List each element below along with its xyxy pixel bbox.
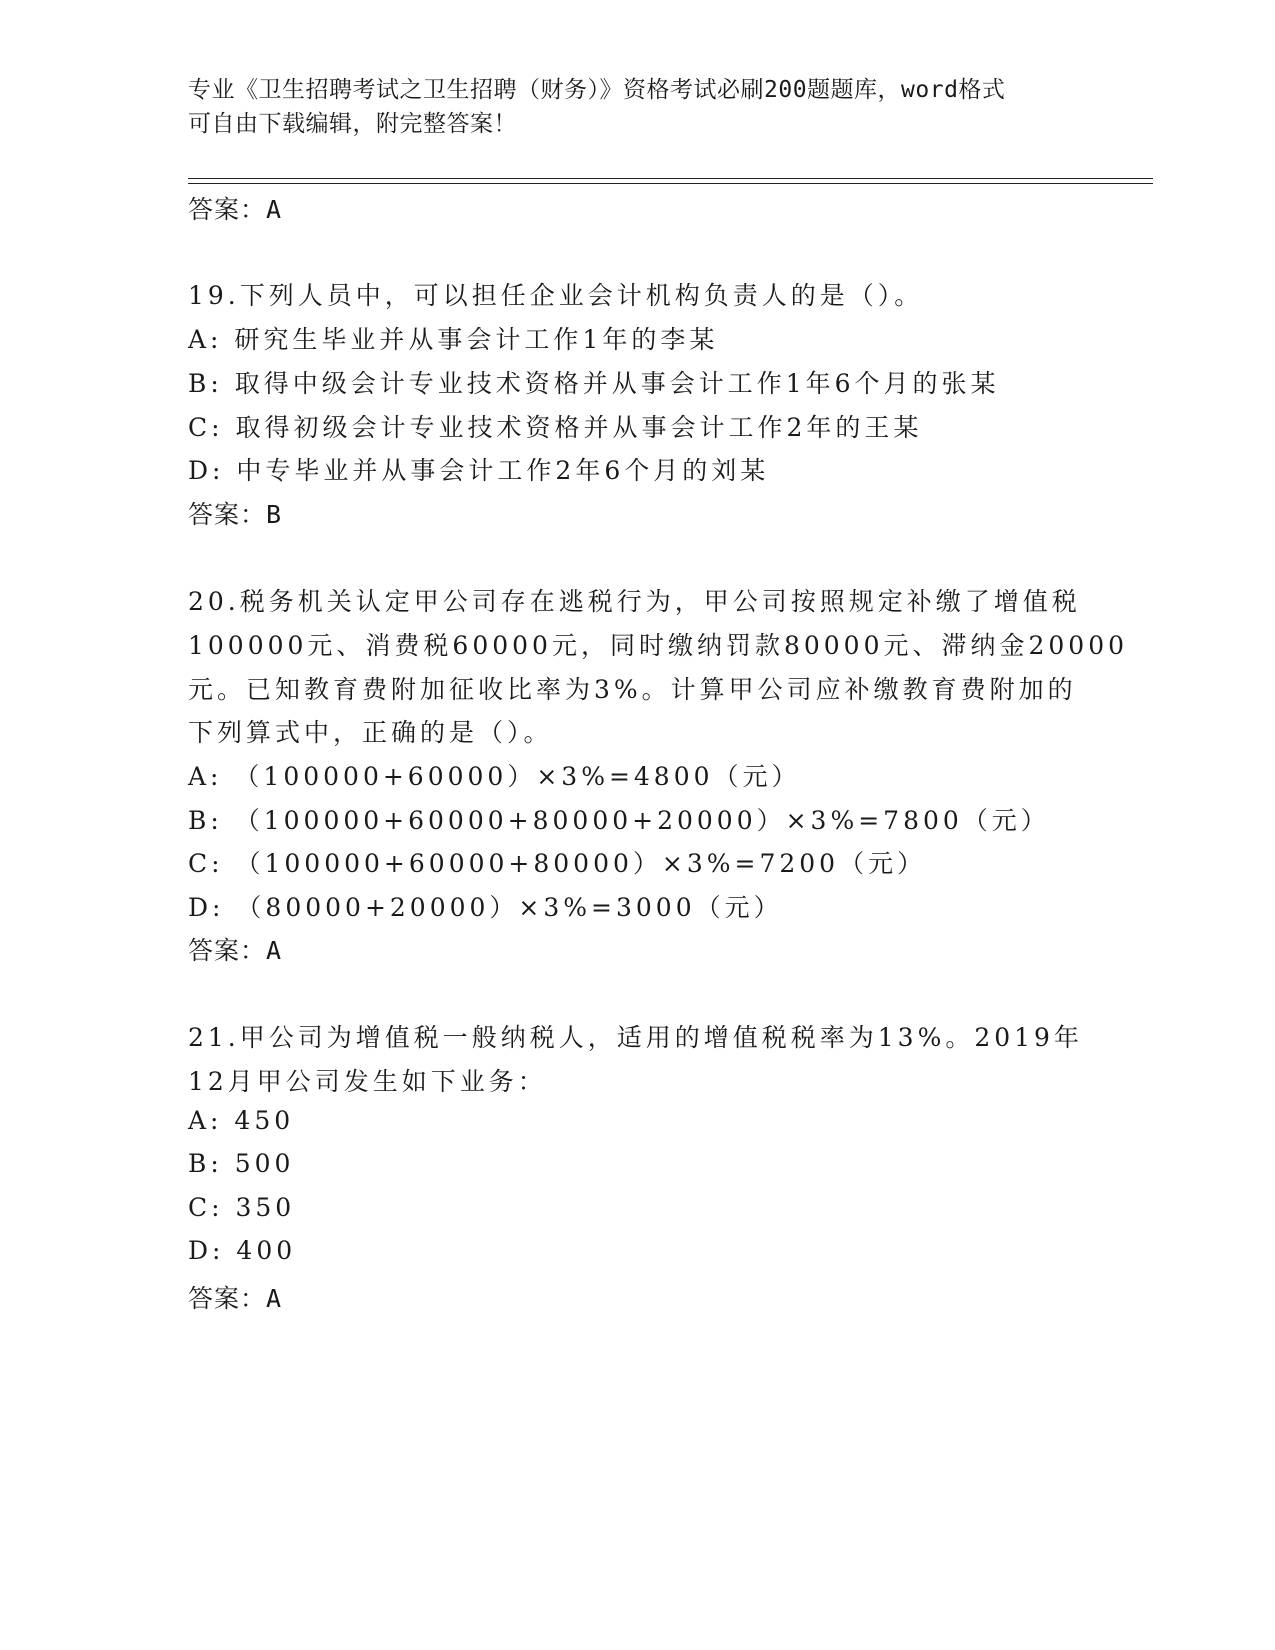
header-line-2: 可自由下载编辑，附完整答案！	[188, 111, 517, 137]
answer-line-19: 答案：B	[188, 500, 283, 529]
document-header	[188, 73, 1088, 141]
question-20-stem-line-4: 下列算式中，正确的是（）。	[188, 718, 553, 747]
question-21-stem-line-1: 21.甲公司为增值税一般纳税人，适用的增值税税率为13%。2019年	[188, 1023, 1083, 1052]
header-divider-bottom	[188, 183, 1153, 184]
header-line-1: 专业《卫生招聘考试之卫生招聘（财务）》资格考试必刷200题题库，word格式	[188, 77, 1006, 103]
question-20-option-d: D: （80000+20000）×3%=3000（元）	[188, 893, 783, 922]
question-19-option-d: D: 中专毕业并从事会计工作2年6个月的刘某	[188, 456, 770, 485]
question-21-stem-line-2: 12月甲公司发生如下业务：	[188, 1067, 547, 1096]
question-20-stem-line-3: 元。已知教育费附加征收比率为3%。计算甲公司应补缴教育费附加的	[188, 675, 1077, 704]
question-19-option-b: B: 取得中级会计专业技术资格并从事会计工作1年6个月的张某	[188, 369, 1000, 398]
answer-line-18: 答案：A	[188, 195, 283, 224]
answer-line-21: 答案：A	[188, 1284, 283, 1313]
question-21-option-c: C: 350	[188, 1193, 296, 1222]
question-19-option-c: C: 取得初级会计专业技术资格并从事会计工作2年的王某	[188, 413, 923, 442]
question-20-stem-line-2: 100000元、消费税60000元，同时缴纳罚款80000元、滞纳金20000	[188, 631, 1129, 660]
header-divider-top	[188, 178, 1153, 179]
question-20-option-b: B: （100000+60000+80000+20000）×3%=7800（元）	[188, 806, 1050, 835]
answer-line-20: 答案：A	[188, 936, 283, 965]
question-21-option-a: A: 450	[188, 1106, 295, 1135]
question-21-option-d: D: 400	[188, 1236, 297, 1265]
question-20-option-a: A: （100000+60000）×3%=4800（元）	[188, 762, 801, 791]
question-19-stem: 19.下列人员中，可以担任企业会计机构负责人的是（）。	[188, 281, 924, 310]
question-19-option-a: A: 研究生毕业并从事会计工作1年的李某	[188, 325, 719, 354]
question-20-stem-line-1: 20.税务机关认定甲公司存在逃税行为，甲公司按照规定补缴了增值税	[188, 587, 1081, 616]
question-20-option-c: C: （100000+60000+80000）×3%=7200（元）	[188, 849, 927, 878]
question-21-option-b: B: 500	[188, 1149, 295, 1178]
